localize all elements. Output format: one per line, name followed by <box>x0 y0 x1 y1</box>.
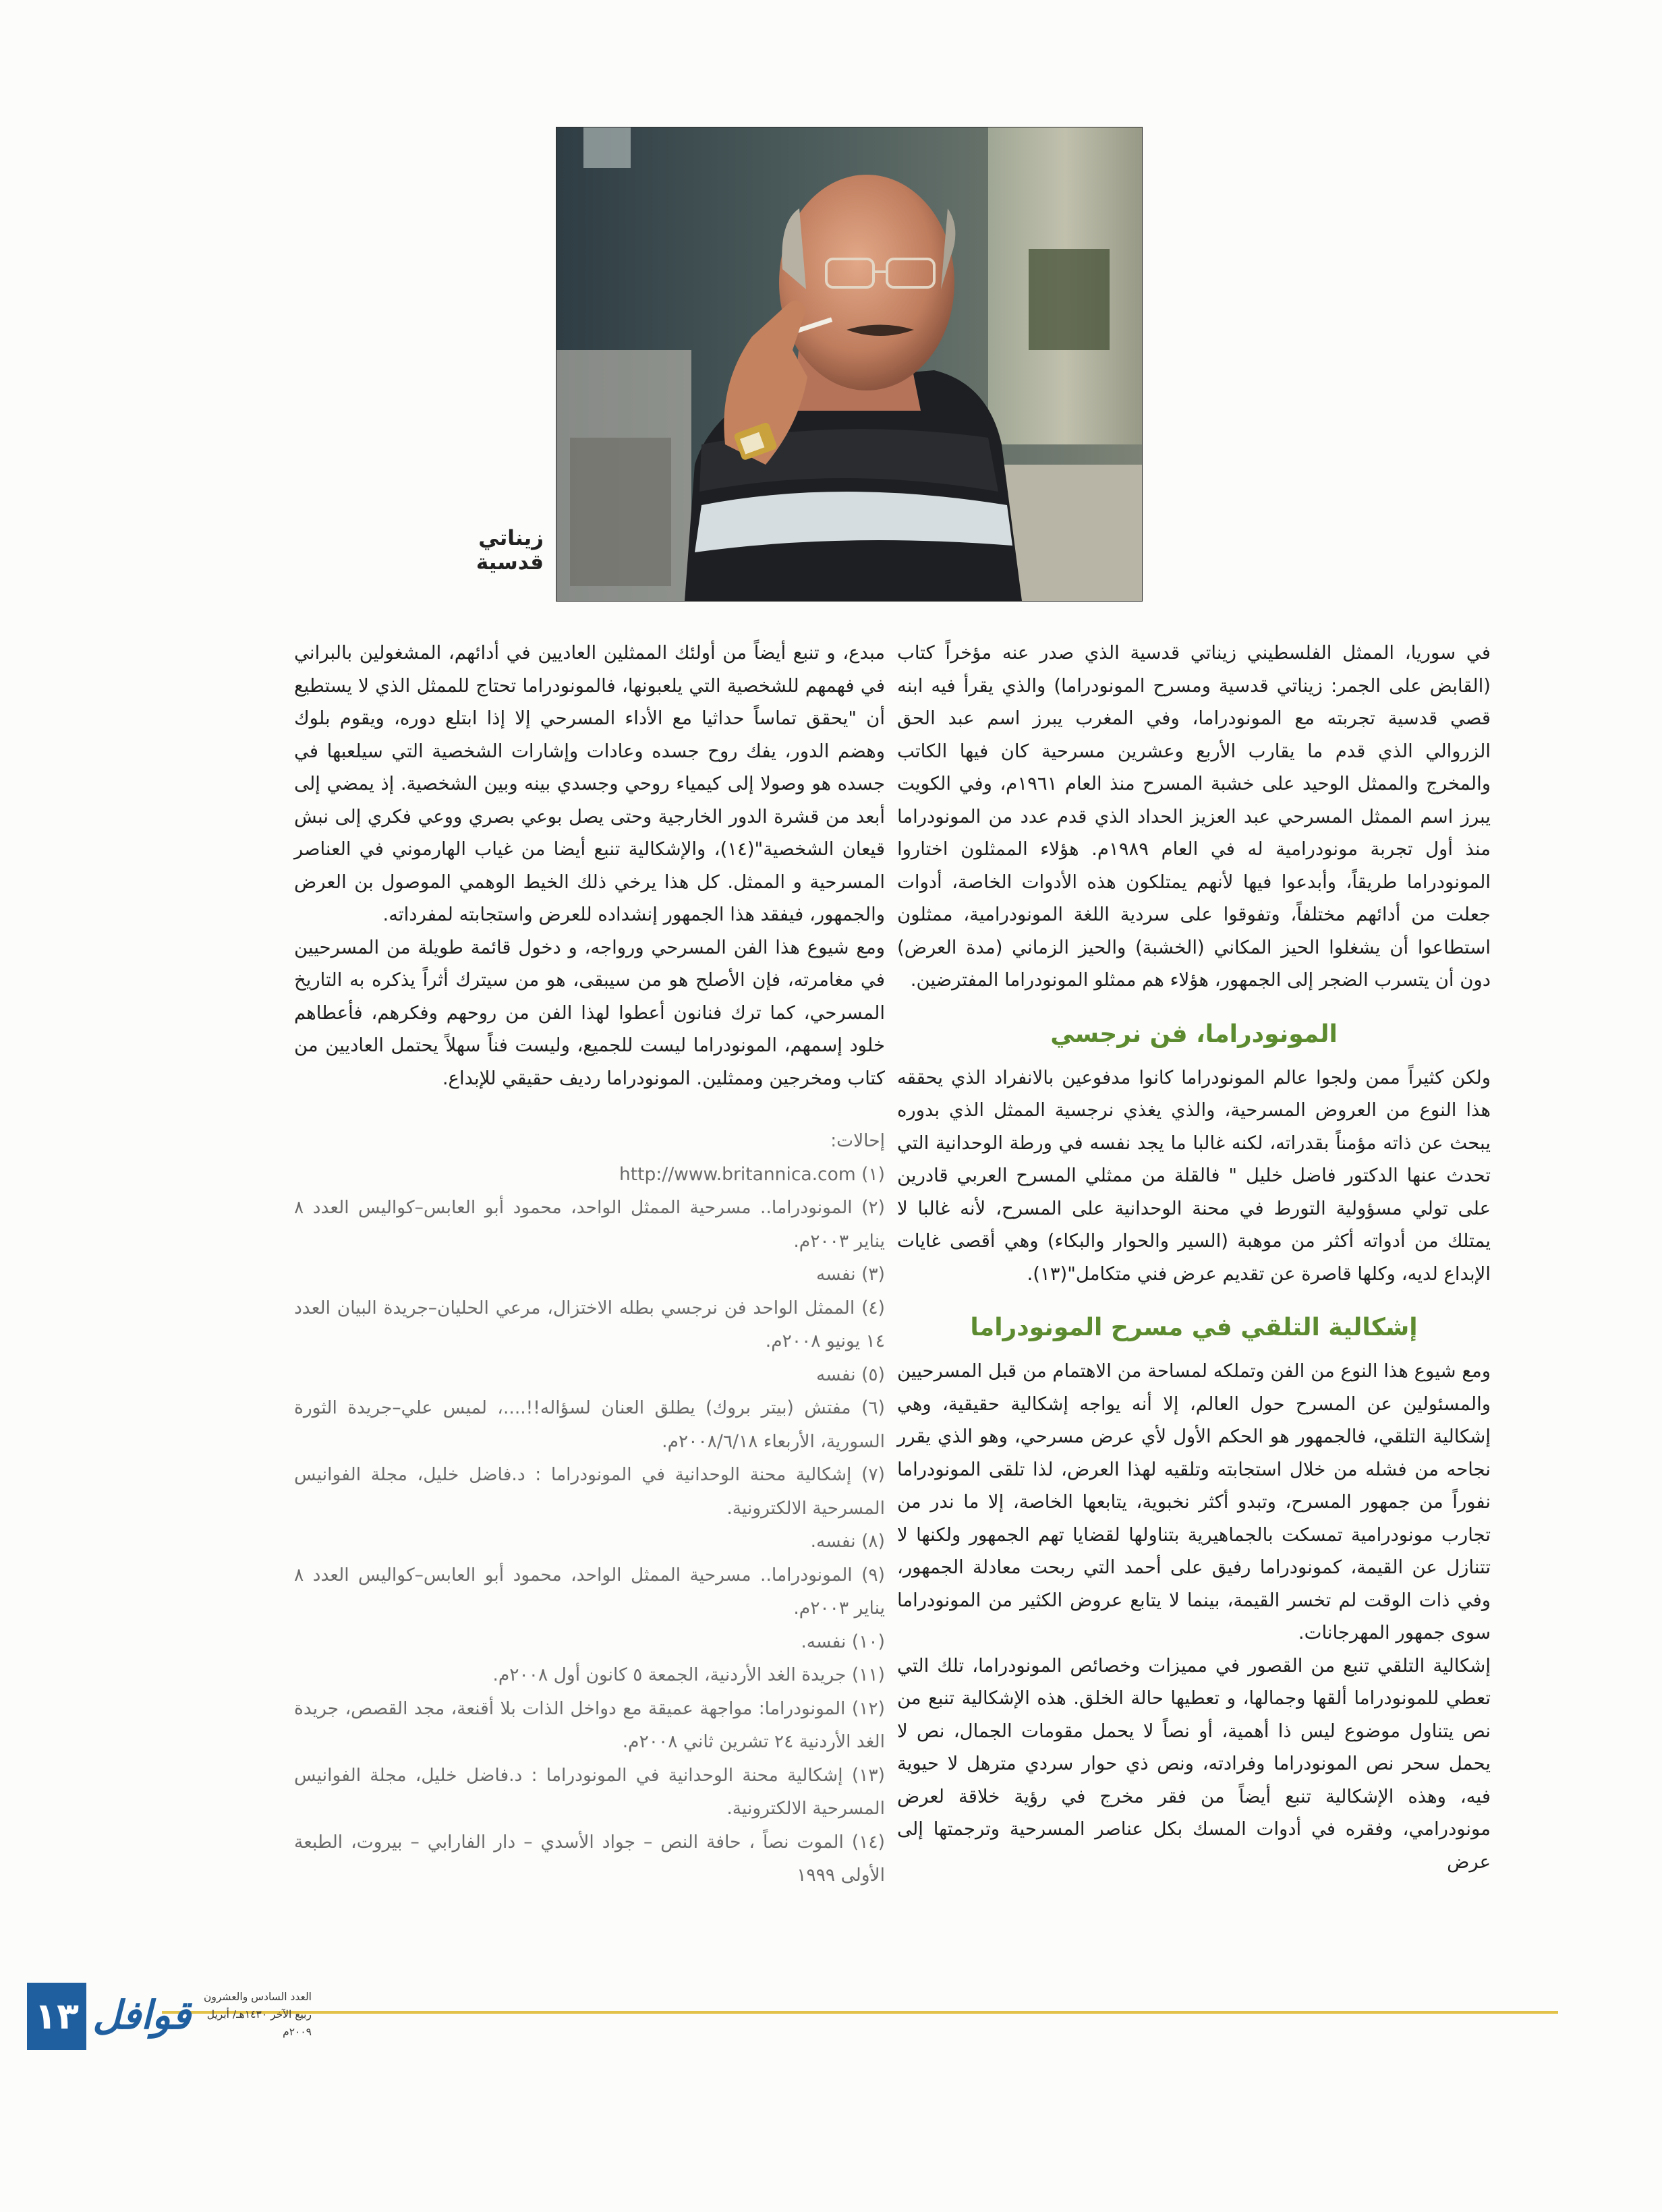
reference-item: (٤) الممثل الواحد فن نرجسي بطله الاختزال، مرعي الحليان–جريدة البيان العدد ١٤ يونيو ٢٠٠٨م. <box>294 1297 885 1351</box>
portrait-photo <box>556 127 1143 602</box>
narcissism-paragraph: ولكن كثيراً ممن ولجوا عالم المونودراما كانوا مدفوعين بالانفراد الذي يحققه هذا النوع من العروض المسرحية، والذي يغذي نرجسية الممثل الذي بدوره يبحث عن ذاته مؤمناً بقدراته، لكنه غالبا ما يجد نفسه في ورطة الوحدانية التي تحدث عنها الدكتور فاضل خليل " فالقلة من ممثلي المسرح العربي قادرين على تولي مسؤولية التورط في محنة الوحدانية على المسرح، لأنه غالبا لا يمتلك من أدواته أكثر من موهبة (السير والحوار والبكاء) وهي أقصى غايات الإبداع لديه، وكلها قاصرة عن تقديم عرض فني متكامل"(١٣). <box>897 1066 1491 1285</box>
reference-item: (٦) مفتش (بيتر بروك) يطلق العنان لسؤاله!!....، لميس علي–جريدة الثورة السورية، الأربعاء ٢٠٠٨/٦/١٨م. <box>294 1397 885 1452</box>
reference-item: (٩) المونودراما.. مسرحية الممثل الواحد، محمود أبو العابس–كواليس العدد ٨ يناير ٢٠٠٣م. <box>294 1564 885 1619</box>
left-paragraph-2: ومع شيوع هذا الفن المسرحي ورواجه، و دخول قائمة طويلة من المسرحيين في مغامرته، فإن الأصلح هو من سيبقى، هو من سيترك أثراً يذكره به التاريخ المسرحي، كما ترك فنانون أعطوا لهذا الفن من روحهم وفكرهم، فأعطاهم خلود إسمهم، المونودراما ليست للجميع، وليست فناً سهلاً يحتمل العاديين من كتاب ومخرجين وممثلين. المونودراما رديف حقيقي للإبداع. <box>294 936 885 1089</box>
reception-paragraph-1: ومع شيوع هذا النوع من الفن وتملكه لمساحة من الاهتمام من قبل المسرحيين والمسئولين عن المسرح حول العالم، إلا أنه يواجه إشكالية حقيقية، وهي إشكالية التلقي، فالجمهور هو الحكم الأول لأي عرض مسرحي، وهو الذي يقرر نجاحه من فشله من خلال استجابته وتلقيه لهذا العرض، لذا تلقى المونودراما نفوراً من جمهور المسرح، وتبدو أكثر نخبوية، يتابعها الخاصة، إلا ما ندر من تجارب مونودرامية تمسكت بالجماهيرية بتناولها لقضايا تهم الجمهور ولكنها لا تتنازل عن القيمة، كمونودراما رفيق على أحمد التي ربحت معادلة الجمهور، وفي ذات الوقت لم تخسر القيمة، بينما لا يتابع عروض الكثير من المونودراما سوى جمهور المهرجانات. <box>897 1360 1491 1643</box>
reference-item: (٥) نفسه <box>816 1364 885 1385</box>
reference-item: (١٠) نفسه. <box>801 1631 885 1652</box>
reference-item: (٣) نفسه <box>816 1264 885 1285</box>
issue-line-2: ربيع الآخر ١٤٣٠هـ/ أبريل ٢٠٠٩م <box>206 2008 312 2038</box>
heading-narcissism: المونودراما، فن نرجسي <box>1050 1020 1338 1048</box>
reference-item: (١٣) إشكالية محنة الوحدانية في المونودراما : د.فاضل خليل، مجلة الفوانيس المسرحية الالكترونية. <box>294 1764 885 1819</box>
footer-rule <box>162 2011 1558 2014</box>
reception-paragraph-2: إشكالية التلقي تنبع من القصور في مميزات وخصائص المونودراما، تلك التي تعطي للمونودراما ألقها وجمالها، و تعطيها حالة الخلق. هذه الإشكالية تنبع من نص يتناول موضوع ليس ذا أهمية، أو نصاً لا يحمل مقومات الجمال، نص لا يحمل سحر نص المونودراما وفرادته، ونص ذي حوار سردي مترهل لا حيوية فيه، وهذه الإشكالية تنبع أيضاً من فقر مخرج في رؤية خلاقة لعرض مونودرامي، وفقره في أدوات المسك بكل عناصر المسرحية وترجمتها إلى عرض <box>897 1654 1491 1873</box>
references-list <box>294 1124 885 1892</box>
reference-item: (٨) نفسه. <box>810 1531 885 1552</box>
photo-caption: زيناتي قدسية <box>476 526 544 575</box>
reference-item: (١) http://www.britannica.com <box>619 1163 885 1185</box>
reference-item: (١١) جريدة الغد الأردنية، الجمعة ٥ كانون أول ٢٠٠٨م. <box>492 1664 885 1685</box>
footer <box>27 1983 312 2064</box>
left-column <box>294 637 885 1892</box>
references-title: إحالات: <box>830 1130 885 1151</box>
left-paragraph-1: مبدع، و تنبع أيضاً من أولئك الممثلين العاديين في أدائهم، المشغولين بالبراني في فهمهم للشخصية التي يلعبونها، فالمونودراما تحتاج للممثل الذي لا يستطيع أن "يحقق تماساً حداثيا مع الأداء المسرحي إلا إذا ابتلع دوره، ويقوم بلوك وهضم الدور، يفك روح جسده وعادات وإشارات الشخصية التي سيلعبها في جسده هو وصولا إلى كيمياء روحي وجسدي بينه وبين الشخصية. إذ يمضي إلى أبعد من قشرة الدور الخارجية وحتى يصل بوعي بصري ووعي فكري إلى نبش قيعان الشخصية"(١٤)، والإشكالية تنبع أيضا من غياب الهارموني في العناصر المسرحية و الممثل. كل هذا يرخي ذلك الخيط الوهمي الموصول بن العرض والجمهور، فيفقد هذا الجمهور إنشداده للعرض واستجابته لمفرداته. <box>294 642 885 925</box>
reference-item: (١٤) الموت نصاً ، حافة النص – جواد الأسدي – دار الفارابي – بيروت، الطبعة الأولى ١٩٩٩ <box>294 1831 885 1886</box>
page-number: ١٣ <box>27 1983 86 2050</box>
issue-line-1: العدد السادس والعشرون <box>203 1991 312 2003</box>
right-column <box>897 637 1491 1878</box>
reference-item: (١٢) المونودراما: مواجهة عميقة مع دواخل الذات بلا أقنعة، مجد القصص، جريدة الغد الأردنية ٢٤ تشرين ثاني ٢٠٠٨م. <box>294 1697 885 1752</box>
issue-info <box>197 1988 312 2041</box>
intro-paragraph: في سوريا، الممثل الفلسطيني زيناتي قدسية الذي صدر عنه مؤخراً كتاب (القابض على الجمر: زيناتي قدسية ومسرح المونودراما) والذي يقرأ فيه ابنه قصي قدسية تجربته مع المونودراما، وفي المغرب يبرز اسم عبد الحق الزروالي الذي قدم ما يقارب الأربع وعشرين مسرحية كان فيها الكاتب والمخرج والممثل الوحيد على خشبة المسرح منذ العام ١٩٦١م، وفي الكويت يبرز اسم الممثل المسرحي عبد العزيز الحداد الذي قدم عدد من المونودراما منذ أول تجربة مونودرامية له في العام ١٩٨٩م. هؤلاء الممثلون اختاروا المونودراما طريقاً، وأبدعوا فيها لأنهم يمتلكون هذه الأدوات الخاصة، أدوات جعلت من أدائهم مختلفاً، وتفوقوا على سردية اللغة المونودرامية، ممثلون استطاعوا أن يشغلوا الحيز المكاني (الخشبة) والحيز الزماني (مدة العرض) دون أن يتسرب الضجر إلى الجمهور، هؤلاء هم ممثلو المونودراما المفترضين. <box>897 642 1491 991</box>
magazine-logo: قوافل <box>92 1992 191 2038</box>
portrait-illustration <box>556 127 1142 601</box>
heading-reception: إشكالية التلقي في مسرح المونودراما <box>970 1314 1418 1341</box>
reference-item: (٧) إشكالية محنة الوحدانية في المونودراما : د.فاضل خليل، مجلة الفوانيس المسرحية الالكترونية. <box>294 1464 885 1519</box>
reference-item: (٢) المونودراما.. مسرحية الممثل الواحد، محمود أبو العابس–كواليس العدد ٨ يناير ٢٠٠٣م. <box>294 1197 885 1252</box>
